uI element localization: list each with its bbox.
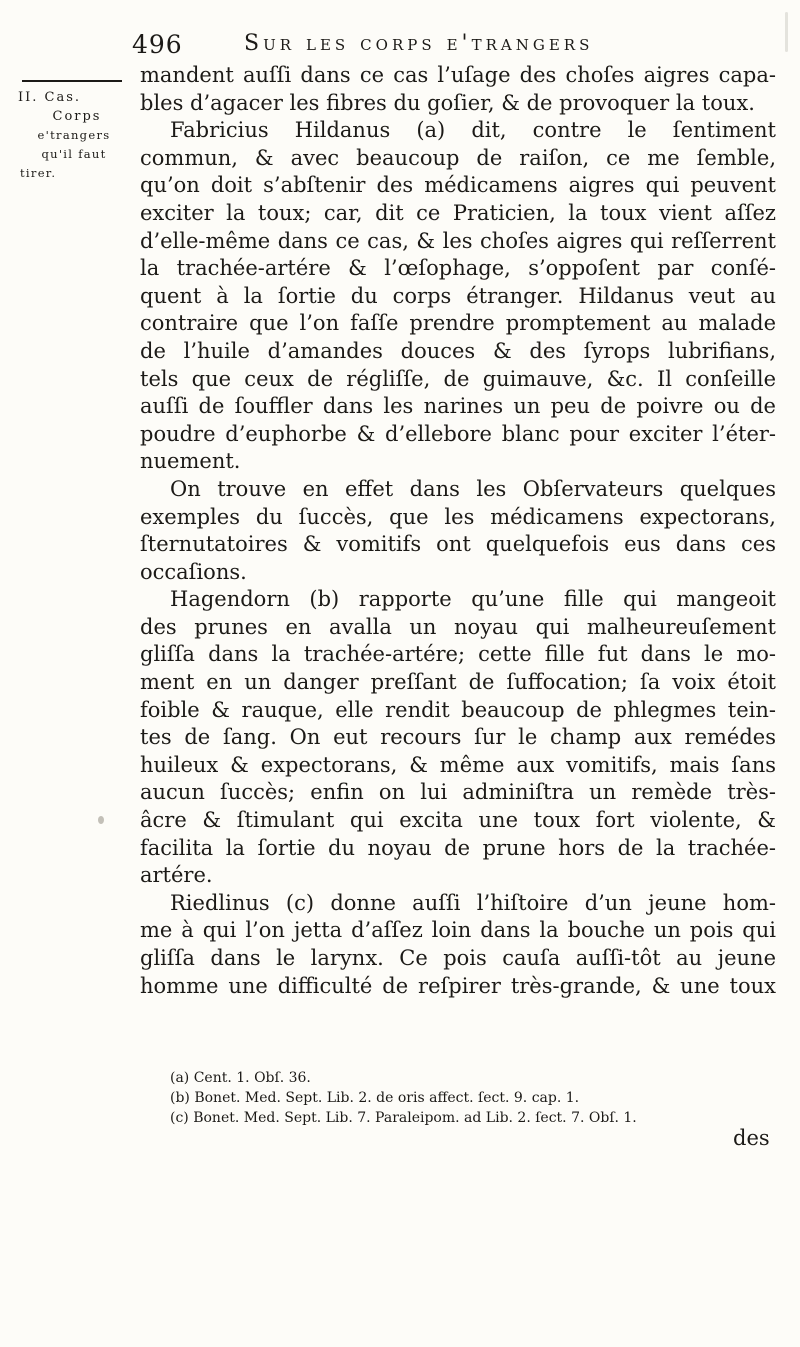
text-line: contraire que l’on faſſe prendre promptement au malade [140, 311, 776, 336]
page-number: 496 [132, 30, 183, 59]
ink-smudge [98, 816, 104, 824]
margin-note-line: qu'il faut [41, 147, 107, 161]
text-line: commun, & avec beaucoup de raiſon, ce me ſemble, [140, 145, 776, 170]
text-line: ment en un danger preſſant de ſuffocation; ſa voix étoit [140, 670, 776, 695]
footnote-c: (c) Bonet. Med. Sept. Lib. 7. Paraleipom. ad Lib. 2. ſect. 7. Obſ. 1. [170, 1110, 637, 1126]
footnote-b: (b) Bonet. Med. Sept. Lib. 2. de oris affect. ſect. 9. cap. 1. [170, 1090, 580, 1106]
text-line: gliſſa dans la trachée-artére; cette fille fut dans le mo- [140, 642, 776, 667]
page-edge-mark [785, 12, 788, 52]
catchword: des [733, 1126, 770, 1150]
text-line: aucun ſuccès; enfin on lui adminiſtra un remède très- [140, 780, 776, 805]
text-line: ſternutatoires & vomitifs ont quelquefois eus dans ces [140, 532, 776, 557]
margin-note-line: Corps [52, 109, 102, 124]
text-line: nuement. [140, 449, 241, 474]
text-line: mandent auſſi dans ce cas l’uſage des choſes aigres capa- [140, 63, 776, 87]
text-line: tes de ſang. On eut recours ſur le champ aux remédes [140, 725, 776, 750]
text-line: la trachée-artére & l’œſophage, s’oppoſent par conſé- [140, 256, 776, 281]
text-line: foible & rauque, elle rendit beaucoup de phlegmes tein- [140, 697, 776, 722]
text-line: âcre & ſtimulant qui excita une toux fort violente, & [140, 808, 776, 833]
text-line: Fabricius Hildanus (a) dit, contre le ſentiment [170, 118, 776, 143]
text-line: d’elle-même dans ce cas, & les choſes aigres qui reſſerrent [140, 228, 776, 253]
footnote-a: (a) Cent. 1. Obſ. 36. [170, 1070, 311, 1086]
text-line: occaſions. [140, 559, 247, 584]
margin-note-line: II. Cas. [18, 90, 82, 105]
text-line: Hagendorn (b) rapporte qu’une fille qui mangeoit [170, 587, 776, 612]
margin-note [18, 88, 130, 183]
text-line: quent à la ſortie du corps étranger. Hildanus veut au [140, 283, 776, 308]
text-line: de l’huile d’amandes douces & des ſyrops lubrifians, [140, 338, 776, 363]
body-text [140, 62, 776, 1000]
text-line: auſſi de ſouffler dans les narines un peu de poivre ou de [140, 394, 776, 419]
text-line: Riedlinus (c) donne auſſi l’hiſtoire d’un jeune hom- [170, 890, 776, 915]
text-line: On trouve en effet dans les Obſervateurs quelques [170, 476, 776, 501]
text-line: bles d’agacer les fibres du goſier, & de provoquer la toux. [140, 90, 755, 115]
text-line: exciter la toux; car, dit ce Praticien, la toux vient aſſez [140, 200, 776, 225]
text-line: des prunes en avalla un noyau qui malheureuſement [140, 614, 776, 639]
text-line: qu’on doit s’abſtenir des médicamens aigres qui peuvent [140, 173, 776, 198]
footnotes [170, 1068, 780, 1128]
text-line: gliſſa dans le larynx. Ce pois cauſa auſſi-tôt au jeune [140, 946, 776, 970]
text-line: artére. [140, 863, 213, 888]
text-line: homme une difficulté de reſpirer très-grande, & une toux [140, 973, 776, 998]
text-line: exemples du ſuccès, que les médicamens expectorans, [140, 504, 776, 529]
page-header [132, 30, 772, 62]
text-line: facilita la ſortie du noyau de prune hors de la trachée- [140, 835, 776, 860]
text-line: tels que ceux de régliſſe, de guimauve, &c. Il conſeille [140, 366, 776, 391]
margin-note-line: tirer. [20, 166, 57, 180]
margin-rule [22, 80, 122, 82]
text-line: huileux & expectorans, & même aux vomitifs, mais ſans [140, 752, 776, 777]
margin-note-line: e'trangers [37, 128, 111, 142]
running-title: Sur les corps e'trangers [244, 31, 594, 56]
text-line: me à qui l’on jetta d’aſſez loin dans la bouche un pois qui [140, 918, 776, 943]
text-line: poudre d’euphorbe & d’ellebore blanc pour exciter l’éter- [140, 421, 776, 446]
